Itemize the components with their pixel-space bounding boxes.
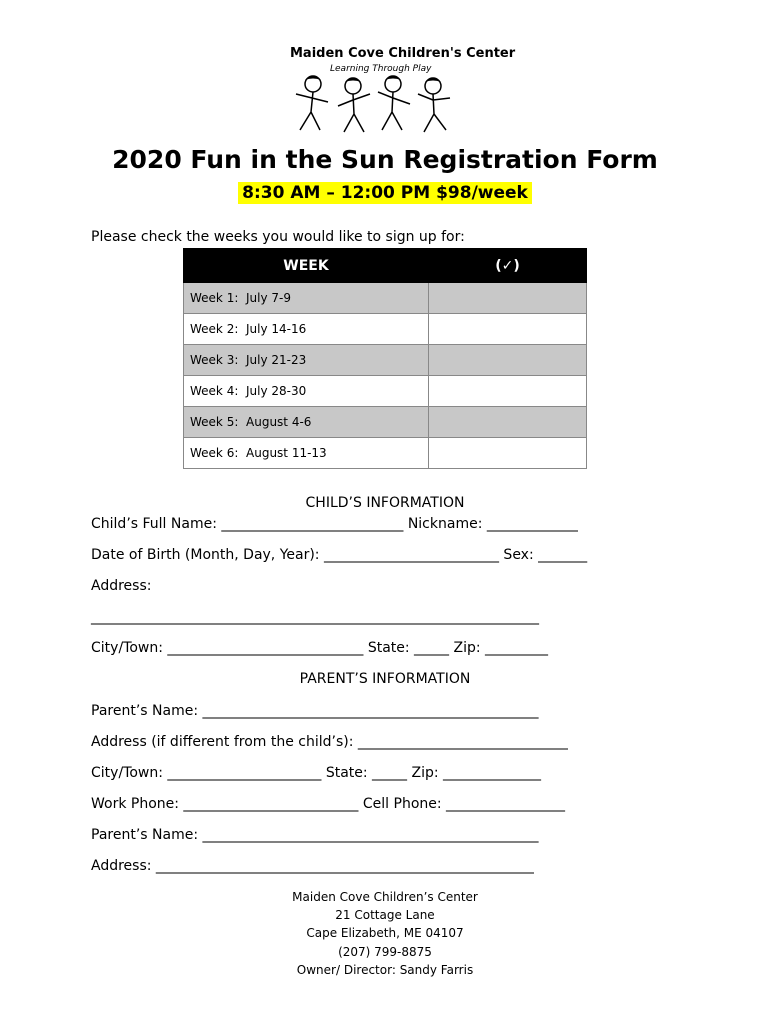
week-dates: July 7-9	[246, 291, 292, 305]
child-name-fields[interactable]: Child’s Full Name: __________________________ Nickname: _____________	[91, 516, 578, 532]
week-cell	[184, 376, 429, 407]
week-cell	[184, 345, 429, 376]
week-cell	[184, 314, 429, 345]
week-row	[184, 283, 587, 314]
week-checkbox-cell[interactable]	[429, 283, 587, 314]
parent-city-state-zip-fields[interactable]: City/Town: ______________________ State: _____ Zip: ______________	[91, 765, 542, 781]
week-number: Week 2:	[190, 322, 239, 336]
second-parent-name-field[interactable]: Parent’s Name: ________________________________________________	[91, 827, 539, 843]
footer-center-name: Maiden Cove Children’s Center	[292, 890, 478, 904]
week-checkbox-cell[interactable]	[429, 407, 587, 438]
week-cell	[184, 438, 429, 469]
week-row	[184, 314, 587, 345]
week-column-header: WEEK	[184, 249, 429, 283]
week-checkbox-cell[interactable]	[429, 345, 587, 376]
week-number: Week 5:	[190, 415, 239, 429]
footer-phone: (207) 799-8875	[338, 944, 432, 959]
child-address-label: Address:	[91, 578, 152, 594]
week-checkbox-cell[interactable]	[429, 376, 587, 407]
week-row	[184, 438, 587, 469]
week-dates: August 11-13	[246, 446, 327, 460]
parent-info-heading: PARENT’S INFORMATION	[299, 671, 471, 687]
footer-owner: Owner/ Director: Sandy Farris	[296, 962, 474, 977]
footer-city: Cape Elizabeth, ME 04107	[306, 926, 464, 941]
week-dates: July 14-16	[246, 322, 307, 336]
children-playing-illustration	[278, 72, 478, 136]
check-column-header: (✓)	[429, 249, 587, 283]
week-number: Week 3:	[190, 353, 239, 367]
logo-tagline: Learning Through Play	[330, 64, 432, 74]
child-address-field[interactable]: ________________________________________________________________	[91, 609, 539, 625]
week-dates: August 4-6	[246, 415, 312, 429]
center-contact-footer	[0, 888, 770, 979]
week-number: Week 6:	[190, 446, 239, 460]
form-title: 2020 Fun in the Sun Registration Form	[112, 145, 658, 174]
week-row	[184, 376, 587, 407]
week-number: Week 4:	[190, 384, 239, 398]
parent-alt-address-field[interactable]: Address (if different from the child’s): ______________________________	[91, 734, 568, 750]
week-number: Week 1:	[190, 291, 239, 305]
week-checkbox-cell[interactable]	[429, 314, 587, 345]
week-row	[184, 407, 587, 438]
center-logo	[270, 44, 516, 136]
week-selection-instruction: Please check the weeks you would like to sign up for:	[91, 229, 465, 245]
week-dates: July 28-30	[246, 384, 307, 398]
child-info-heading: CHILD’S INFORMATION	[305, 495, 465, 511]
week-checkbox-cell[interactable]	[429, 438, 587, 469]
logo-title: Maiden Cove Children's Center	[290, 46, 516, 61]
parent-name-field[interactable]: Parent’s Name: ________________________________________________	[91, 703, 539, 719]
footer-street: 21 Cottage Lane	[335, 908, 435, 923]
session-time-price: 8:30 AM – 12:00 PM $98/week	[238, 182, 532, 204]
child-dob-sex-fields[interactable]: Date of Birth (Month, Day, Year): _________________________ Sex: _______	[91, 547, 588, 563]
week-cell	[184, 407, 429, 438]
second-parent-address-field[interactable]: Address: ______________________________________________________	[91, 858, 534, 874]
week-cell	[184, 283, 429, 314]
week-dates: July 21-23	[246, 353, 307, 367]
weeks-table	[183, 248, 587, 469]
child-city-state-zip-fields[interactable]: City/Town: ____________________________ State: _____ Zip: _________	[91, 640, 549, 656]
parent-phone-fields[interactable]: Work Phone: _________________________ Cell Phone: _________________	[91, 796, 566, 812]
week-row	[184, 345, 587, 376]
